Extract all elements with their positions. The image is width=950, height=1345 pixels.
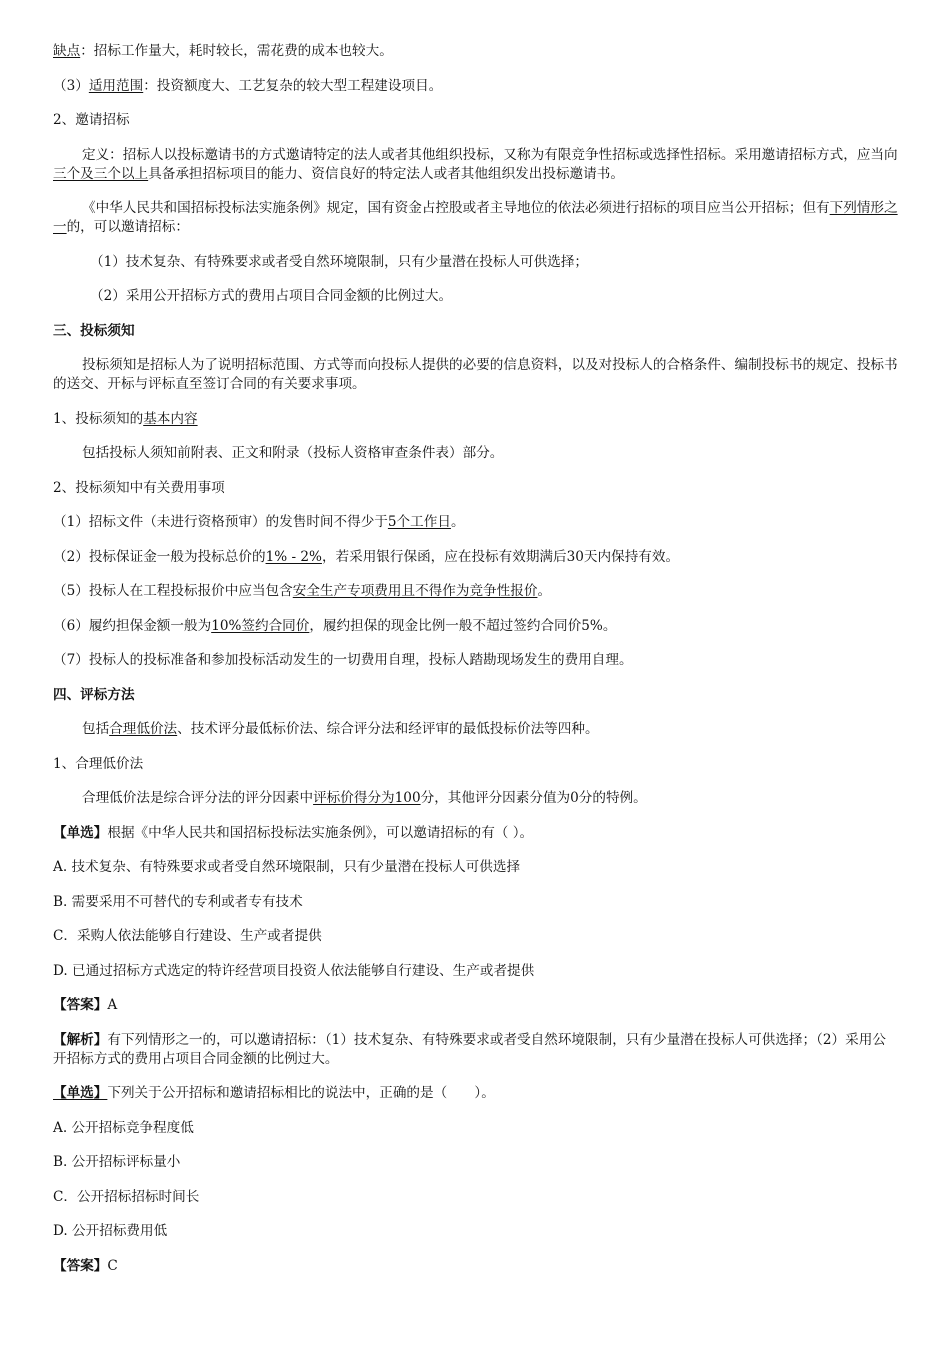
question-1-answer: 【答案】A <box>53 997 118 1013</box>
low-price-paragraph: 合理低价法是综合评分法的评分因素中评标价得分为100分，其他评分因素分值为0分的特例。 <box>82 790 647 806</box>
instructions-paragraph: 投标须知是招标人为了说明招标范围、方式等而向投标人提供的必要的信息资料，以及对投标人的合格条件、编制投标书的规定、投标书的送交、开标与评标直至签订合同的有关要求事项。 <box>53 357 898 392</box>
question-2-option-d: D. 公开招标费用低 <box>53 1223 168 1239</box>
question-1-stem: 【单选】根据《中华人民共和国招标投标法实施条例》，可以邀请招标的有（ ）。 <box>53 824 534 841</box>
question-2-option-b: B. 公开招标评标量小 <box>53 1154 181 1170</box>
condition-item-1: （1）技术复杂、有特殊要求或者受自然环境限制，只有少量潜在投标人可供选择； <box>90 253 589 270</box>
question-2-answer: 【答案】C <box>53 1257 118 1274</box>
fee-item-2: （2）投标保证金一般为投标总价的1% - 2%，若采用银行保函，应在投标有效期满后30天内保持有效。 <box>53 548 680 565</box>
fee-item-5: （5）投标人在工程投标报价中应当包含安全生产专项费用且不得作为竞争性报价。 <box>53 583 552 599</box>
disadvantage-paragraph: 缺点：招标工作量大，耗时较长，需花费的成本也较大。 <box>53 43 393 59</box>
subheading-fees: 2、投标须知中有关费用事项 <box>53 479 225 496</box>
fee-item-1: （1）招标文件（未进行资格预审）的发售时间不得少于5个工作日。 <box>53 514 465 530</box>
question-1-option-d: D. 已通过招标方式选定的特许经营项目投资人依法能够自行建设、生产或者提供 <box>53 962 535 979</box>
fee-item-6: （6）履约担保金额一般为10%签约合同价，履约担保的现金比例一般不超过签约合同价5%。 <box>53 617 617 634</box>
evaluation-methods-paragraph: 包括合理低价法、技术评分最低标价法、综合评分法和经评审的最低投标价法等四种。 <box>82 721 599 737</box>
question-1-analysis: 【解析】有下列情形之一的，可以邀请招标：（1）技术复杂、有特殊要求或者受自然环境限制，只有少量潜在投标人可供选择；（2）采用公开招标方式的费用占项目合同金额的比例过大。 <box>53 1031 886 1067</box>
question-1-option-a: A. 技术复杂、有特殊要求或者受自然环境限制，只有少量潜在投标人可供选择 <box>53 859 521 875</box>
subheading-basic-content: 1、投标须知的基本内容 <box>53 410 198 427</box>
section-heading-invited-bidding: 2、邀请招标 <box>53 112 130 128</box>
question-2-stem: 【单选】下列关于公开招标和邀请招标相比的说法中，正确的是（ ）。 <box>53 1085 495 1101</box>
question-2-option-c: C．公开招标招标时间长 <box>53 1188 200 1205</box>
section-heading-instructions: 三、投标须知 <box>53 322 135 339</box>
subheading-low-price: 1、合理低价法 <box>53 755 144 772</box>
regulation-paragraph: 《中华人民共和国招标投标法实施条例》规定，国有资金占控股或者主导地位的依法必须进行招标的项目应当公开招标；但有下列情形之一的，可以邀请招标： <box>53 200 898 235</box>
scope-label: 适用范围 <box>88 77 144 94</box>
question-1-option-c: C．采购人依法能够自行建设、生产或者提供 <box>53 928 322 944</box>
section-heading-evaluation: 四、评标方法 <box>53 686 135 703</box>
scope-paragraph: （3）适用范围：投资额度大、工艺复杂的较大型工程建设项目。 <box>53 77 443 94</box>
question-2-option-a: A. 公开招标竞争程度低 <box>53 1119 194 1136</box>
fee-item-7: （7）投标人的投标准备和参加投标活动发生的一切费用自理，投标人踏勘现场发生的费用自理。 <box>53 652 633 668</box>
question-1-option-b: B. 需要采用不可替代的专利或者专有技术 <box>53 893 303 910</box>
disadvantage-label: 缺点 <box>53 43 81 59</box>
condition-item-2: （2）采用公开招标方式的费用占项目合同金额的比例过大。 <box>90 288 453 304</box>
definition-paragraph: 定义：招标人以投标邀请书的方式邀请特定的法人或者其他组织投标，又称为有限竞争性招标或选择性招标。采用邀请招标方式，应当向三个及三个以上具备承担招标项目的能力、资信良好的特定法人或者其他组织发出投标邀请书。 <box>53 146 898 182</box>
basic-content-paragraph: 包括投标人须知前附表、正文和附录（投标人资格审查条件表）部分。 <box>82 445 504 461</box>
